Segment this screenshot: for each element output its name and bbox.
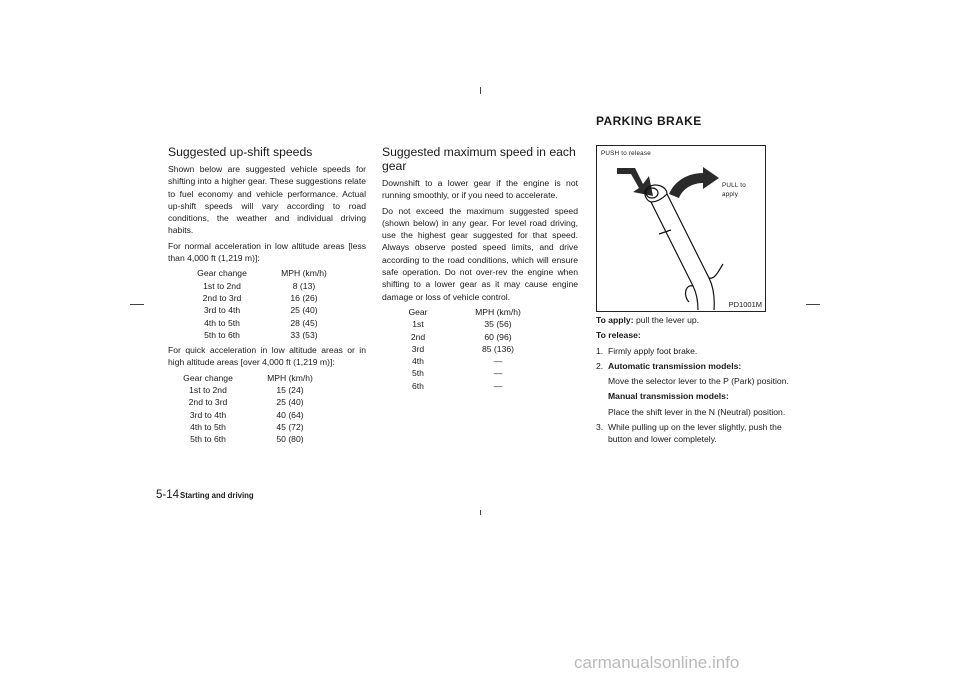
table-cell: 60 (96): [484, 331, 512, 342]
normal-accel-table: [188, 267, 352, 341]
parking-brake-illustration: [597, 146, 765, 311]
list-item: [596, 345, 792, 357]
push-release-label: PUSH to release: [601, 150, 651, 157]
table-cell: 1st to 2nd: [189, 385, 227, 396]
table-cell: 4th to 5th: [190, 421, 226, 432]
table-header-row: [398, 306, 558, 318]
table-row: [174, 384, 338, 396]
table-cell: 45 (72): [276, 421, 304, 432]
crop-mark-right: [806, 304, 820, 305]
table-header: MPH (km/h): [267, 372, 313, 383]
manual-instruction: Place the shift lever in the N (Neutral) position.: [608, 406, 786, 417]
list-subheading: Automatic transmission models:: [608, 360, 742, 371]
table-cell: 15 (24): [276, 385, 304, 396]
apply-instruction: [596, 314, 792, 326]
list-number: 1.: [596, 345, 604, 356]
table-cell: 33 (53): [290, 329, 318, 340]
table-cell: —: [493, 356, 503, 367]
table-cell: 4th: [412, 356, 424, 367]
table-row: [174, 396, 338, 408]
table-cell: 3rd to 4th: [203, 305, 241, 316]
list-number: 3.: [596, 422, 604, 433]
table-header-row: [188, 267, 352, 279]
table-header: Gear change: [183, 372, 233, 383]
brake-lever: [645, 185, 723, 310]
table-header: MPH (km/h): [281, 268, 327, 279]
table-cell: 2nd to 3rd: [202, 292, 242, 303]
upshift-heading: Suggested up-shift speeds: [168, 145, 313, 159]
section-title: Starting and driving: [180, 491, 254, 500]
table-cell: 25 (40): [276, 397, 304, 408]
release-label: [596, 329, 792, 341]
quick-accel-table: [174, 372, 338, 446]
table-cell: —: [493, 368, 503, 379]
list-number: 2.: [596, 360, 604, 371]
table-cell: 6th: [412, 380, 424, 391]
table-cell: —: [493, 380, 503, 391]
manual-label: [596, 390, 792, 402]
parking-brake-figure: [596, 145, 766, 312]
list-item: [596, 360, 792, 372]
table-header-row: [174, 372, 338, 384]
pull-arrow-icon: [669, 167, 719, 198]
table-cell: 40 (64): [276, 409, 304, 420]
quick-accel-intro: For quick acceleration in low altitude areas or in high altitude areas [over 4,000 ft (1,219 m)]:: [168, 345, 366, 368]
pull-apply-label-line2: apply: [722, 191, 739, 198]
table-cell: 3rd: [411, 343, 425, 354]
right-column: [596, 314, 792, 449]
manual-label-text: Manual transmission models:: [608, 391, 729, 402]
table-cell: 4th to 5th: [204, 317, 240, 328]
crop-mark-top: [480, 87, 481, 94]
left-column: [168, 145, 366, 449]
table-row: [188, 304, 352, 316]
apply-text: pull the lever up.: [633, 315, 700, 325]
max-speed-heading: Suggested maximum speed in each gear: [382, 145, 576, 173]
table-cell: 1st to 2nd: [203, 280, 241, 291]
table-header: Gear: [408, 306, 428, 317]
watermark: carmanualsonline.info: [574, 653, 740, 672]
push-arrow-icon: [617, 168, 653, 196]
table-row: [398, 367, 558, 379]
crop-mark-left: [130, 304, 144, 305]
table-cell: 35 (56): [484, 319, 512, 330]
list-text: While pulling up on the lever slightly, push the button and lower completely.: [608, 422, 782, 445]
downshift-paragraph: Downshift to a lower gear if the engine is not running smoothly, or if you need to accelerate.: [382, 178, 578, 201]
table-row: [188, 317, 352, 329]
pull-apply-label-line1: PULL to: [722, 182, 746, 189]
table-cell: 1st: [412, 319, 424, 330]
table-cell: 28 (45): [290, 317, 318, 328]
table-row: [398, 331, 558, 343]
table-row: [174, 433, 338, 445]
table-row: [188, 292, 352, 304]
normal-accel-intro: For normal acceleration in low altitude areas [less than 4,000 ft (1,219 m)]:: [168, 240, 366, 264]
max-speed-paragraph: Do not exceed the maximum suggested speed (shown below) in any gear. For level road driving, use the highest gear suggested for that speed. Always observe posted speed limits, and drive according to the road conditions, which will ensure safe operation. Do not over-rev the engine when shifting to a lower gear as it may cause engine damage or loss of vehicle control.: [382, 205, 578, 302]
table-cell: 85 (136): [481, 343, 514, 354]
list-text: Firmly apply foot brake.: [608, 345, 698, 356]
max-speed-table: [398, 306, 558, 392]
table-cell: 25 (40): [290, 305, 318, 316]
table-header: Gear change: [197, 268, 247, 279]
table-cell: 5th: [412, 368, 424, 379]
table-cell: 3rd to 4th: [189, 409, 227, 420]
table-cell: 5th to 6th: [190, 434, 226, 445]
upshift-intro: Shown below are suggested vehicle speeds for shifting into a higher gear. These suggestions relate to fuel economy and vehicle performance. Actual up-shift speeds will vary according to road conditions, the weather and individual driving habits.: [168, 164, 366, 236]
table-row: [398, 318, 558, 330]
figure-code: PD1001M: [728, 300, 762, 309]
list-item: [596, 421, 792, 446]
table-cell: 2nd to 3rd: [188, 397, 228, 408]
table-cell: 2nd: [410, 331, 426, 342]
crop-mark-bottom: [480, 510, 481, 515]
table-cell: 8 (13): [292, 280, 316, 291]
table-row: [398, 355, 558, 367]
table-cell: 16 (26): [290, 292, 318, 303]
middle-column: [382, 145, 578, 395]
table-row: [188, 329, 352, 341]
parking-brake-heading: PARKING BRAKE: [596, 114, 702, 128]
table-row: [188, 280, 352, 292]
table-header: MPH (km/h): [475, 306, 521, 317]
table-row: [398, 343, 558, 355]
table-cell: 50 (80): [276, 434, 304, 445]
table-row: [398, 380, 558, 392]
table-row: [174, 409, 338, 421]
table-row: [174, 421, 338, 433]
automatic-instruction: Move the selector lever to the P (Park) position.: [608, 376, 789, 387]
apply-label: To apply:: [596, 315, 634, 325]
release-label-text: To release:: [596, 330, 641, 341]
table-cell: 5th to 6th: [204, 329, 240, 340]
page-number: 5-14: [156, 489, 180, 501]
